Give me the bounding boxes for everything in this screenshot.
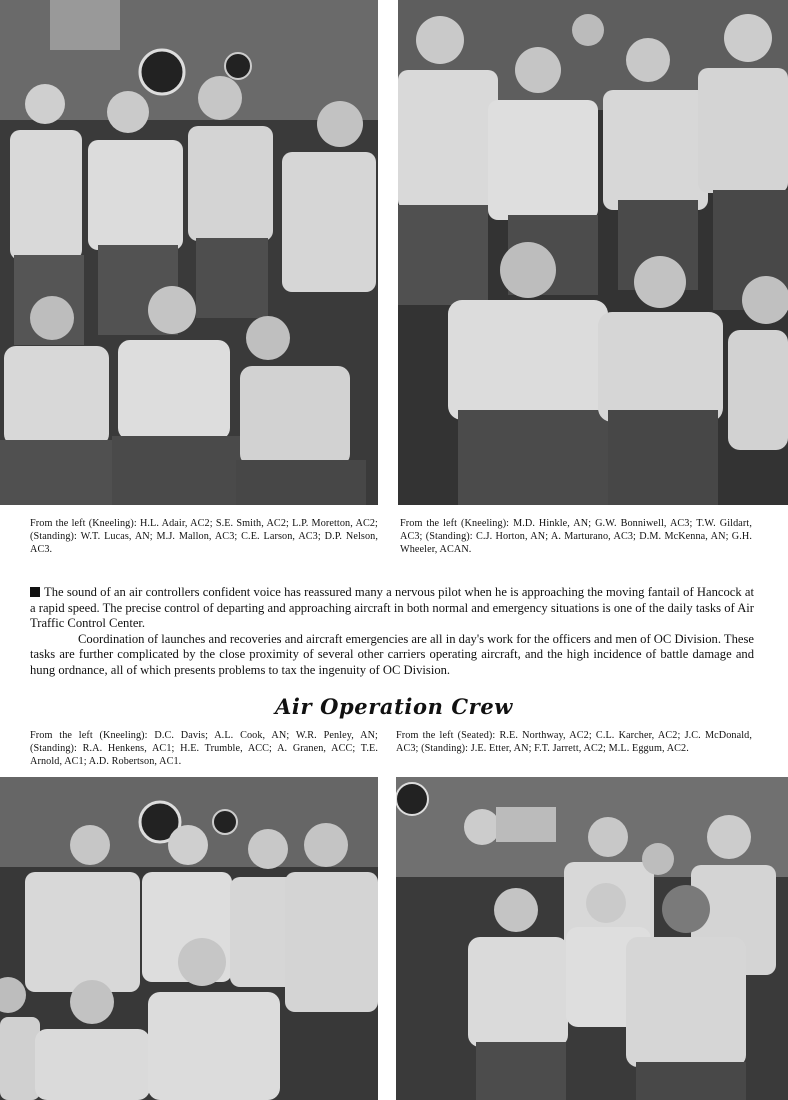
caption-top-left: From the left (Kneeling): H.L. Adair, AC2; S.E. Smith, AC2; L.P. Moretton, AC2; (Standing): W.T. Lucas, AN; M.J. Mallon, AC3; C.E. Larson, AC3; D.P. Nelson, AC3. bbox=[30, 518, 378, 555]
paragraph-1: The sound of an air controllers confident voice has reassured many a nervous pilot when he is approaching the moving fantail of Hancock at a rapid speed. The precise control of departing and approaching aircraft in both normal and emergency situations is one of the daily tasks of Air Traffic Control Center. bbox=[30, 585, 754, 630]
paragraph-2: Coordination of launches and recoveries and aircraft emergencies are all in day's work for the officers and men of OC Division. These tasks are further complicated by the close proximity of several other carriers operating aircraft, and the high incidence of battle damage and hung ordnance, all of which presents problems to tax the ingenuity of OC Division. bbox=[30, 631, 754, 677]
caption-bottom-right: From the left (Seated): R.E. Northway, AC2; C.L. Karcher, AC2; J.C. McDonald, AC3; (Standing): J.E. Etter, AN; F.T. Jarrett, AC2; M.L. Eggum, AC2. bbox=[396, 730, 752, 754]
body-text bbox=[30, 585, 754, 678]
section-title: Air Operation Crew bbox=[275, 694, 513, 719]
caption-top-right: From the left (Kneeling): M.D. Hinkle, AN; G.W. Bonniwell, AC3; T.W. Gildart, AC3; (Standing): C.J. Horton, AN; A. Marturano, AC3; D.M. McKenna, AN; G.H. Wheeler, ACAN. bbox=[400, 518, 752, 555]
photo-crew-bottom-right bbox=[396, 777, 788, 1100]
photo-crew-top-right bbox=[398, 0, 788, 505]
photo-crew-bottom-left bbox=[0, 777, 378, 1100]
bullet-square-icon bbox=[30, 587, 40, 597]
caption-bottom-left: From the left (Kneeling): D.C. Davis; A.L. Cook, AN; W.R. Penley, AN; (Standing): R.A. Henkens, AC1; H.E. Trumble, ACC; A. Granen, ACC; T.E. Arnold, AC1; A.D. Robertson, AC1. bbox=[30, 730, 378, 767]
photo-crew-top-left bbox=[0, 0, 378, 505]
